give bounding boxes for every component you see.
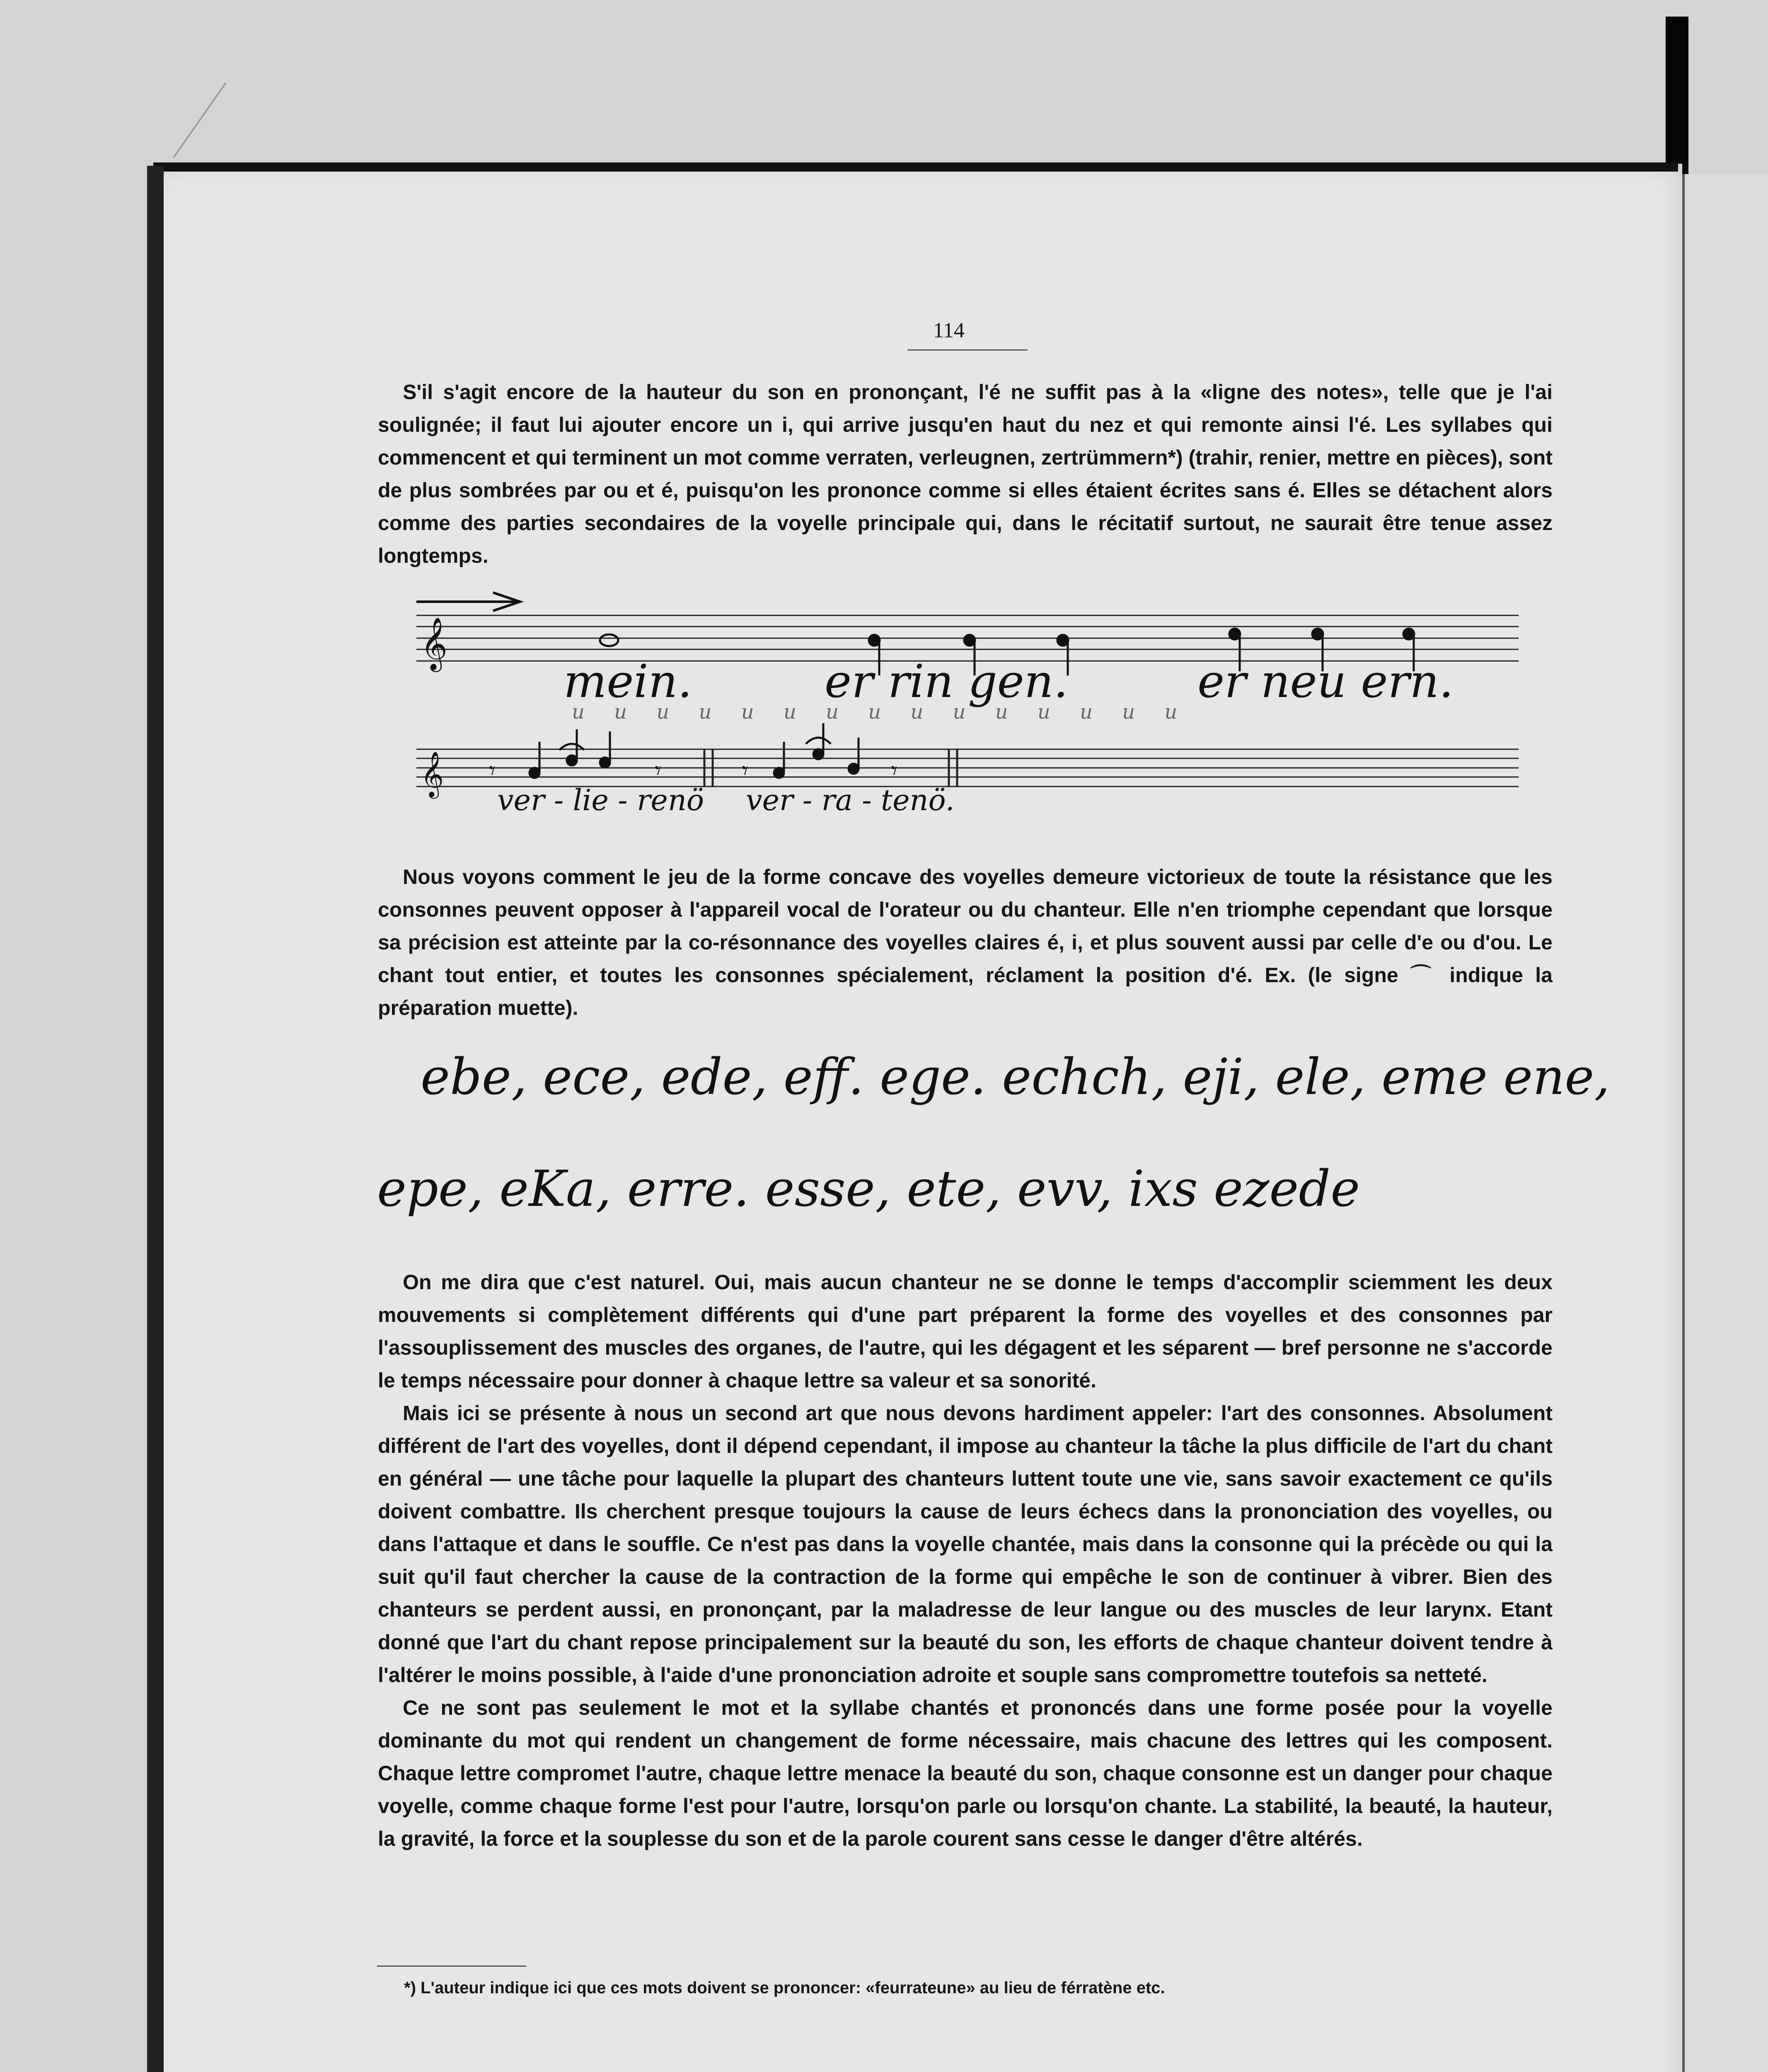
music-1-word-2: er rin gen.: [825, 655, 1068, 708]
paragraph-1: S'il s'agit encore de la hauteur du son en prononçant, l'é ne suffit pas à la «ligne des notes», telle que je l'ai soulignée; il faut lui ajouter encore un i, qui arrive jusqu'en haut du nez et qui remonte ainsi l'é. Les syllabes qui commencent et qui terminent un mot comme verraten, verleugnen, zertrümmern*) (trahir, renier, mettre en pièces), sont de plus sombrées par ou et é, puisqu'on les prononce comme si elles étaient écrites sans é. Elles se détachent alors comme des parties secondaires de la voyelle principale qui, dans le récitatif surtout, ne saurait être tenue assez longtemps.: [378, 380, 1553, 567]
script-example-line-2: epe, eKa, erre. esse, ete, evv, ixs ezede: [377, 1160, 1360, 1218]
treble-clef-icon: 𝄞: [421, 617, 448, 670]
paragraph-4: Mais ici se présente à nous un second art que nous devons hardiment appeler: l'art des consonnes. Absolument différent de l'art des voyelles, dont il dépend cependant, il impose au chanteur la tâche la plus difficile de l'art du chant en général — une tâche pour laquelle la plupart des chanteurs luttent toute une vie, sans savoir exactement ce qu'ils doivent combattre. Ils cherchent presque toujours la cause de leurs échecs dans la prononciation des voyelles, ou dans l'attaque et dans le souffle. Ce n'est pas dans la voyelle chantée, mais dans la consonne qui la précède ou qui la suit qu'il faut chercher la cause de la contraction de la forme qui empêche le son de continuer à vibrer. Bien des chanteurs se perdent aussi, en prononçant, par la maladresse de leur langue ou des muscles de leur larynx. Etant donné que l'art du chant repose principalement sur la beauté du son, les efforts de chaque chanteur doivent tendre à l'altérer le moins possible, à l'aide d'une prononciation adroite et souple sans compromettre toutefois sa netteté.: [378, 1402, 1553, 1687]
svg-text:𝄾: 𝄾: [489, 756, 496, 785]
music-2-word-2: ver - ra - tenö.: [746, 783, 955, 817]
svg-text:𝄾: 𝄾: [655, 756, 661, 785]
music-1-under-marks: u u u u u u u u u u u u u u u: [572, 700, 1189, 724]
paragraph-5: Ce ne sont pas seulement le mot et la syllabe chantés et prononcés dans une forme posée pour la voyelle dominante du mot qui rendent un changement de forme nécessaire, mais chacune des lettres qui les composent. Chaque lettre compromet l'autre, chaque lettre menace la beauté du son, chaque consonne est un danger pour chaque voyelle, comme chaque forme l'est pour l'autre, lorsqu'on parle ou lorsqu'on chante. La stabilité, la beauté, la hauteur, la gravité, la force et la souplesse du son et de la parole courent sans cesse le danger d'être altérés.: [378, 1696, 1553, 1850]
music-2-word-1: ver - lie - renö: [497, 783, 704, 817]
paragraph-3: On me dira que c'est naturel. Oui, mais aucun chanteur ne se donne le temps d'accomplir sciemment les deux mouvements si complètement différents qui d'une part préparent la forme des voyelles et des consonnes par l'assouplissement des muscles des organes, de l'autre, qui les dégagent et les séparent — bref personne ne s'accorde le temps nécessaire pour donner à chaque lettre sa valeur et sa sonorité.: [378, 1271, 1553, 1392]
paragraph-3-to-5-block: [378, 1266, 1553, 1855]
svg-text:𝄾: 𝄾: [742, 756, 748, 785]
script-example-line-1: ebe, ece, ede, eff. ege. echch, eji, ele, eme ene,: [421, 1048, 1610, 1106]
footnote: *) L'auteur indique ici que ces mots doivent se prononcer: «feurrateune» au lieu de férratène etc.: [404, 1979, 1165, 1997]
treble-clef-icon: 𝄞: [421, 751, 444, 797]
svg-text:𝄾: 𝄾: [891, 756, 897, 785]
tempo-arrow-icon: [416, 593, 520, 611]
staff-2: [416, 749, 1519, 787]
page-number: 114: [933, 319, 965, 342]
music-1-word-3: er neu ern.: [1197, 655, 1454, 708]
paragraph-2: Nous voyons comment le jeu de la forme concave des voyelles demeure victorieux de toute la résistance que les consonnes peuvent opposer à l'appareil vocal de l'orateur ou du chanteur. Elle n'en triomphe cependant que lorsque sa précision est atteinte par la co-résonnance des voyelles claires é, i, et plus souvent aussi par celle d'e ou d'ou. Le chant tout entier, et toutes les consonnes spécialement, réclament la position d'é. Ex. (le signe ⌒ indique la préparation muette).: [378, 865, 1553, 1019]
paragraph-2-block: [378, 861, 1553, 1024]
footnote-rule: [377, 1965, 526, 1967]
music-1-word-1: mein.: [564, 655, 692, 708]
